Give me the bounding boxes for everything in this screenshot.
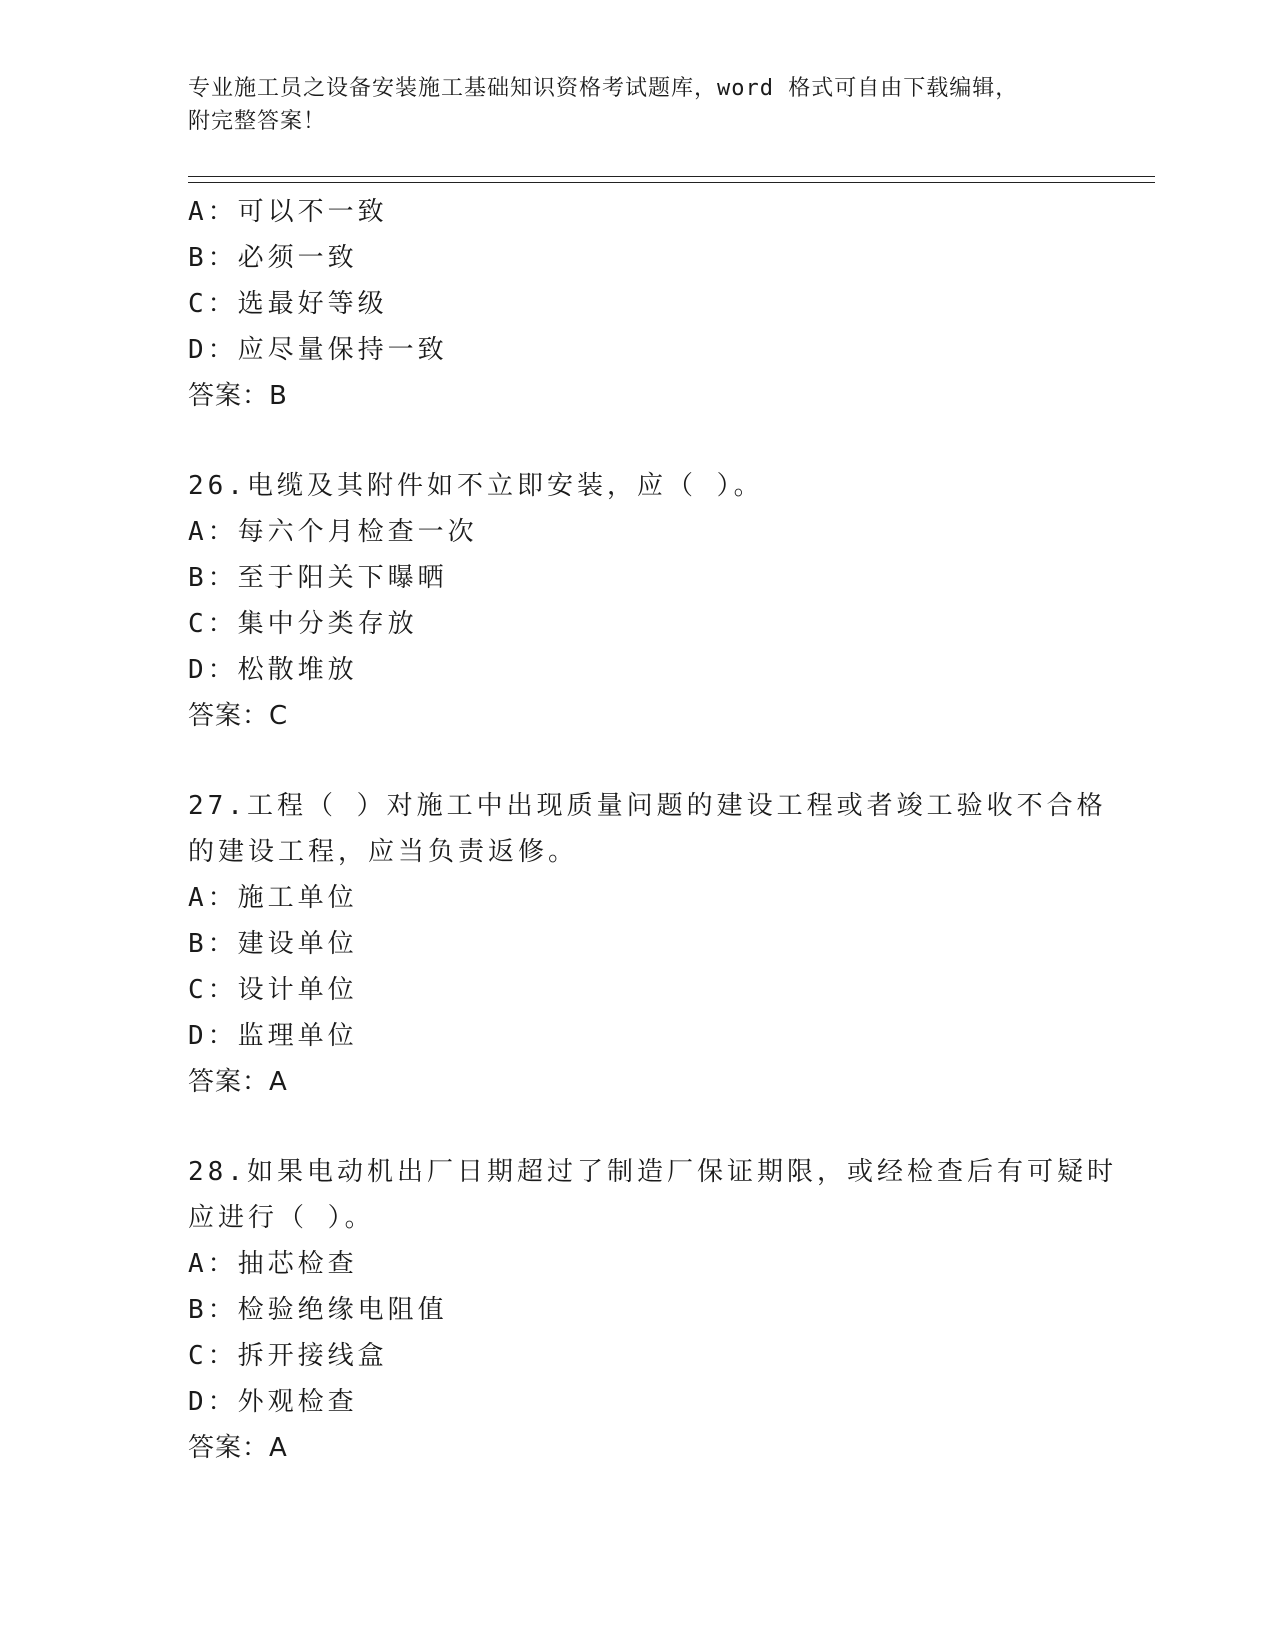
question-28 [188,1149,1117,1471]
option-a: A：可以不一致 [188,197,388,227]
option-c: C：选最好等级 [188,289,388,319]
question-stem-line-2: 的建设工程，应当负责返修。 [188,837,579,867]
header-divider-top [188,176,1155,177]
spacer [188,739,1088,783]
header-divider-bottom [188,182,1155,183]
question-stem-line-2: 应进行（ ）。 [188,1203,375,1233]
header-line-1: 专业施工员之设备安装施工基础知识资格考试题库，word 格式可自由下载编辑， [188,76,1019,101]
question-27 [188,783,1107,1105]
option-a: A：抽芯检查 [188,1249,358,1279]
answer: 答案：B [188,381,288,411]
option-b: B：检验绝缘电阻值 [188,1295,448,1325]
option-d: D：外观检查 [188,1387,358,1417]
header-line-2: 附完整答案！ [188,109,327,134]
answer: 答案：C [188,701,289,731]
option-d: D：监理单位 [188,1021,358,1051]
option-c: C：集中分类存放 [188,609,418,639]
option-a: A：每六个月检查一次 [188,517,478,547]
question-stem-line-1: 27.工程（ ）对施工中出现质量问题的建设工程或者竣工验收不合格 [188,791,1107,821]
question-26 [188,463,1088,739]
option-d: D：松散堆放 [188,655,358,685]
option-c: C：拆开接线盒 [188,1341,388,1371]
option-b: B：建设单位 [188,929,358,959]
spacer [188,419,1088,463]
option-b: B：至于阳关下曝晒 [188,563,448,593]
answer: 答案：A [188,1433,288,1463]
document-header [188,72,1088,138]
question-stem: 26.电缆及其附件如不立即安装，应（ ）。 [188,471,764,501]
question-list [188,189,1117,1471]
spacer [188,1105,1088,1149]
question-stem-line-1: 28.如果电动机出厂日期超过了制造厂保证期限，或经检查后有可疑时 [188,1157,1117,1187]
option-c: C：设计单位 [188,975,358,1005]
answer: 答案：A [188,1067,288,1097]
option-b: B：必须一致 [188,243,358,273]
option-d: D：应尽量保持一致 [188,335,448,365]
question-25-partial [188,189,1088,419]
option-a: A：施工单位 [188,883,358,913]
